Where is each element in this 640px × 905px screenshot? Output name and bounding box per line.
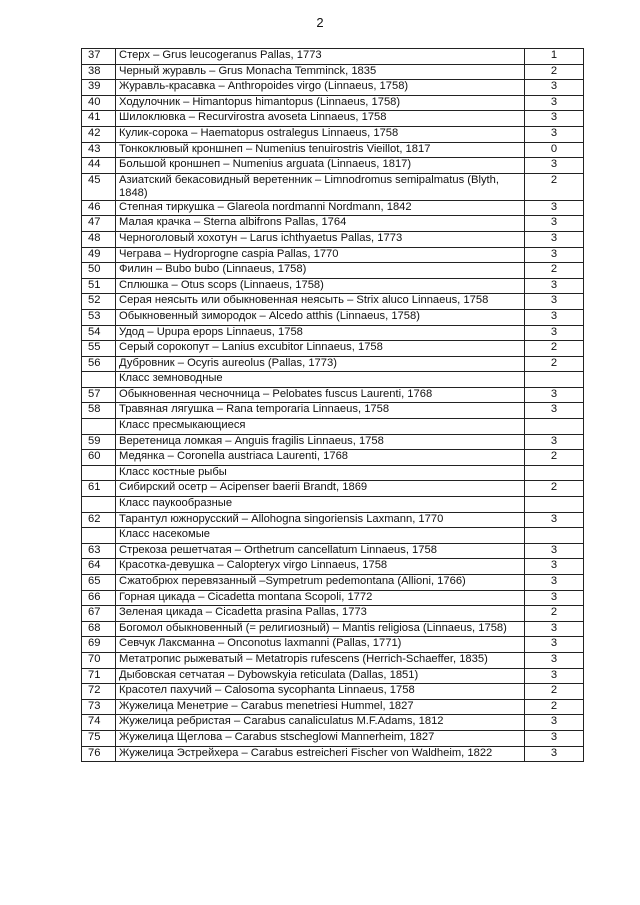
table-row [82, 450, 584, 466]
species-name: Журавль-красавка – Anthropoides virgo (Linnaeus, 1758) [116, 80, 525, 96]
table-row [82, 715, 584, 731]
table-row [82, 309, 584, 325]
species-name: Тарантул южнорусский – Allohogna singoriensis Laxmann, 1770 [116, 512, 525, 528]
table-row [82, 158, 584, 174]
species-name: Красотел пахучий – Calosoma sycophanta Linnaeus, 1758 [116, 684, 525, 700]
row-number: 59 [82, 434, 116, 450]
class-header-row [82, 372, 584, 388]
table-row [82, 434, 584, 450]
row-number: 68 [82, 621, 116, 637]
row-number: 65 [82, 575, 116, 591]
species-name: Чеграва – Hydroprogne caspia Pallas, 1770 [116, 247, 525, 263]
row-number: 47 [82, 216, 116, 232]
category: 2 [525, 263, 584, 279]
category: 2 [525, 64, 584, 80]
species-name: Кулик-сорока – Haematopus ostralegus Linnaeus, 1758 [116, 126, 525, 142]
row-number: 57 [82, 387, 116, 403]
table-row [82, 142, 584, 158]
species-name: Ходулочник – Himantopus himantopus (Linnaeus, 1758) [116, 95, 525, 111]
category: 3 [525, 387, 584, 403]
row-number: 45 [82, 173, 116, 200]
row-number: 72 [82, 684, 116, 700]
species-name: Обыкновенная чесночница – Pelobates fuscus Laurenti, 1768 [116, 387, 525, 403]
species-name: Богомол обыкновенный (= религиозный) – Mantis religiosa (Linnaeus, 1758) [116, 621, 525, 637]
species-name: Стрекоза решетчатая – Orthetrum cancellatum Linnaeus, 1758 [116, 543, 525, 559]
species-name: Тонкоклювый кроншнеп – Numenius tenuirostris Vieillot, 1817 [116, 142, 525, 158]
row-number: 44 [82, 158, 116, 174]
table-row [82, 652, 584, 668]
table-row [82, 590, 584, 606]
table-row [82, 216, 584, 232]
row-number: 69 [82, 637, 116, 653]
category: 3 [525, 325, 584, 341]
species-name: Класс пресмыкающиеся [116, 419, 525, 435]
category: 3 [525, 652, 584, 668]
table-row [82, 387, 584, 403]
category: 2 [525, 450, 584, 466]
table-row [82, 294, 584, 310]
category [525, 528, 584, 544]
category: 3 [525, 247, 584, 263]
category: 2 [525, 356, 584, 372]
row-number: 43 [82, 142, 116, 158]
category: 3 [525, 231, 584, 247]
species-name: Малая крачка – Sterna albifrons Pallas, 1764 [116, 216, 525, 232]
row-number: 64 [82, 559, 116, 575]
row-number: 67 [82, 606, 116, 622]
row-number: 76 [82, 746, 116, 762]
row-number: 75 [82, 730, 116, 746]
table-row [82, 699, 584, 715]
species-name: Красотка-девушка – Calopteryx virgo Linnaeus, 1758 [116, 559, 525, 575]
species-name: Дыбовская сетчатая – Dybowskyia reticulata (Dallas, 1851) [116, 668, 525, 684]
species-name: Серая неясыть или обыкновенная неясыть – Strix aluco Linnaeus, 1758 [116, 294, 525, 310]
table-row [82, 684, 584, 700]
row-number: 74 [82, 715, 116, 731]
row-number [82, 465, 116, 481]
row-number: 70 [82, 652, 116, 668]
category: 3 [525, 278, 584, 294]
species-name: Класс паукообразные [116, 497, 525, 513]
category: 3 [525, 575, 584, 591]
row-number: 42 [82, 126, 116, 142]
category: 3 [525, 158, 584, 174]
row-number: 60 [82, 450, 116, 466]
row-number: 52 [82, 294, 116, 310]
species-name: Жужелица Менетрие – Carabus menetriesi Hummel, 1827 [116, 699, 525, 715]
species-name: Сибирский осетр – Acipenser baerii Brandt, 1869 [116, 481, 525, 497]
table-row [82, 730, 584, 746]
category: 3 [525, 668, 584, 684]
species-name: Дубровник – Ocyris aureolus (Pallas, 1773) [116, 356, 525, 372]
table-row [82, 49, 584, 65]
species-name: Стерх – Grus leucogeranus Pallas, 1773 [116, 49, 525, 65]
row-number: 58 [82, 403, 116, 419]
table-row [82, 606, 584, 622]
species-name: Сплюшка – Otus scops (Linnaeus, 1758) [116, 278, 525, 294]
category: 3 [525, 294, 584, 310]
table-row [82, 621, 584, 637]
category: 1 [525, 49, 584, 65]
row-number: 38 [82, 64, 116, 80]
class-header-row [82, 465, 584, 481]
category: 2 [525, 481, 584, 497]
category: 2 [525, 341, 584, 357]
row-number: 71 [82, 668, 116, 684]
row-number: 50 [82, 263, 116, 279]
category [525, 419, 584, 435]
table-row [82, 95, 584, 111]
row-number: 51 [82, 278, 116, 294]
table-row [82, 263, 584, 279]
category [525, 465, 584, 481]
category: 3 [525, 80, 584, 96]
row-number [82, 528, 116, 544]
category: 3 [525, 621, 584, 637]
page-number: 2 [316, 15, 324, 30]
row-number: 66 [82, 590, 116, 606]
table-row [82, 80, 584, 96]
row-number [82, 372, 116, 388]
row-number: 48 [82, 231, 116, 247]
species-name: Жужелица ребристая – Carabus canaliculatus M.F.Adams, 1812 [116, 715, 525, 731]
row-number: 61 [82, 481, 116, 497]
row-number: 49 [82, 247, 116, 263]
species-name: Шилоклювка – Recurvirostra avoseta Linnaeus, 1758 [116, 111, 525, 127]
species-name: Большой кроншнеп – Numenius arguata (Linnaeus, 1817) [116, 158, 525, 174]
species-name: Черноголовый хохотун – Larus ichthyaetus Pallas, 1773 [116, 231, 525, 247]
row-number: 62 [82, 512, 116, 528]
class-header-row [82, 419, 584, 435]
row-number: 39 [82, 80, 116, 96]
species-name: Класс земноводные [116, 372, 525, 388]
category: 0 [525, 142, 584, 158]
row-number: 56 [82, 356, 116, 372]
category: 3 [525, 512, 584, 528]
table-row [82, 512, 584, 528]
class-header-row [82, 497, 584, 513]
species-name: Сжатобрюх перевязанный –Sympetrum pedemontana (Allioni, 1766) [116, 575, 525, 591]
category: 2 [525, 699, 584, 715]
table-row [82, 200, 584, 216]
table-row [82, 668, 584, 684]
category: 3 [525, 111, 584, 127]
table-row [82, 64, 584, 80]
category: 3 [525, 309, 584, 325]
species-name: Травяная лягушка – Rana temporaria Linnaeus, 1758 [116, 403, 525, 419]
category [525, 372, 584, 388]
category [525, 497, 584, 513]
table-row [82, 341, 584, 357]
table-row [82, 356, 584, 372]
category: 3 [525, 637, 584, 653]
category: 3 [525, 559, 584, 575]
category: 3 [525, 200, 584, 216]
class-header-row [82, 528, 584, 544]
row-number: 41 [82, 111, 116, 127]
table-row [82, 543, 584, 559]
category: 3 [525, 746, 584, 762]
table-row [82, 278, 584, 294]
species-name: Серый сорокопут – Lanius excubitor Linnaeus, 1758 [116, 341, 525, 357]
table-row [82, 231, 584, 247]
species-name: Азиатский бекасовидный веретенник – Limnodromus semipalmatus (Blyth, 1848) [116, 173, 525, 200]
species-name: Обыкновенный зимородок – Alcedo atthis (Linnaeus, 1758) [116, 309, 525, 325]
table-row [82, 637, 584, 653]
species-name: Филин – Bubo bubo (Linnaeus, 1758) [116, 263, 525, 279]
species-name: Класс насекомые [116, 528, 525, 544]
category: 2 [525, 606, 584, 622]
table-row [82, 325, 584, 341]
table-row [82, 403, 584, 419]
category: 2 [525, 173, 584, 200]
species-name: Зеленая цикада – Cicadetta prasina Pallas, 1773 [116, 606, 525, 622]
species-name: Степная тиркушка – Glareola nordmanni Nordmann, 1842 [116, 200, 525, 216]
row-number: 40 [82, 95, 116, 111]
table-row [82, 746, 584, 762]
table-row [82, 126, 584, 142]
category: 3 [525, 543, 584, 559]
table-row [82, 111, 584, 127]
species-name: Севчук Лаксманна – Onconotus laxmanni (Pallas, 1771) [116, 637, 525, 653]
category: 3 [525, 403, 584, 419]
species-name: Жужелица Щеглова – Carabus stscheglowi Mannerheim, 1827 [116, 730, 525, 746]
species-name: Черный журавль – Grus Monacha Temminck, 1835 [116, 64, 525, 80]
species-name: Метатропис рыжеватый – Metatropis rufescens (Herrich-Schaeffer, 1835) [116, 652, 525, 668]
species-name: Жужелица Эстрейхера – Carabus estreicheri Fischer von Waldheim, 1822 [116, 746, 525, 762]
table-row [82, 247, 584, 263]
category: 3 [525, 730, 584, 746]
row-number [82, 497, 116, 513]
row-number: 63 [82, 543, 116, 559]
category: 3 [525, 126, 584, 142]
category: 3 [525, 590, 584, 606]
species-name: Удод – Upupa epops Linnaeus, 1758 [116, 325, 525, 341]
species-name: Класс костные рыбы [116, 465, 525, 481]
species-name: Горная цикада – Cicadetta montana Scopoli, 1772 [116, 590, 525, 606]
row-number: 46 [82, 200, 116, 216]
table-row [82, 575, 584, 591]
row-number [82, 419, 116, 435]
species-name: Медянка – Coronella austriaca Laurenti, 1768 [116, 450, 525, 466]
category: 3 [525, 216, 584, 232]
species-table [81, 48, 584, 762]
row-number: 54 [82, 325, 116, 341]
category: 3 [525, 434, 584, 450]
table-row [82, 173, 584, 200]
row-number: 53 [82, 309, 116, 325]
category: 3 [525, 715, 584, 731]
species-name: Веретеница ломкая – Anguis fragilis Linnaeus, 1758 [116, 434, 525, 450]
row-number: 37 [82, 49, 116, 65]
category: 3 [525, 95, 584, 111]
row-number: 55 [82, 341, 116, 357]
table-row [82, 481, 584, 497]
table-row [82, 559, 584, 575]
row-number: 73 [82, 699, 116, 715]
category: 2 [525, 684, 584, 700]
